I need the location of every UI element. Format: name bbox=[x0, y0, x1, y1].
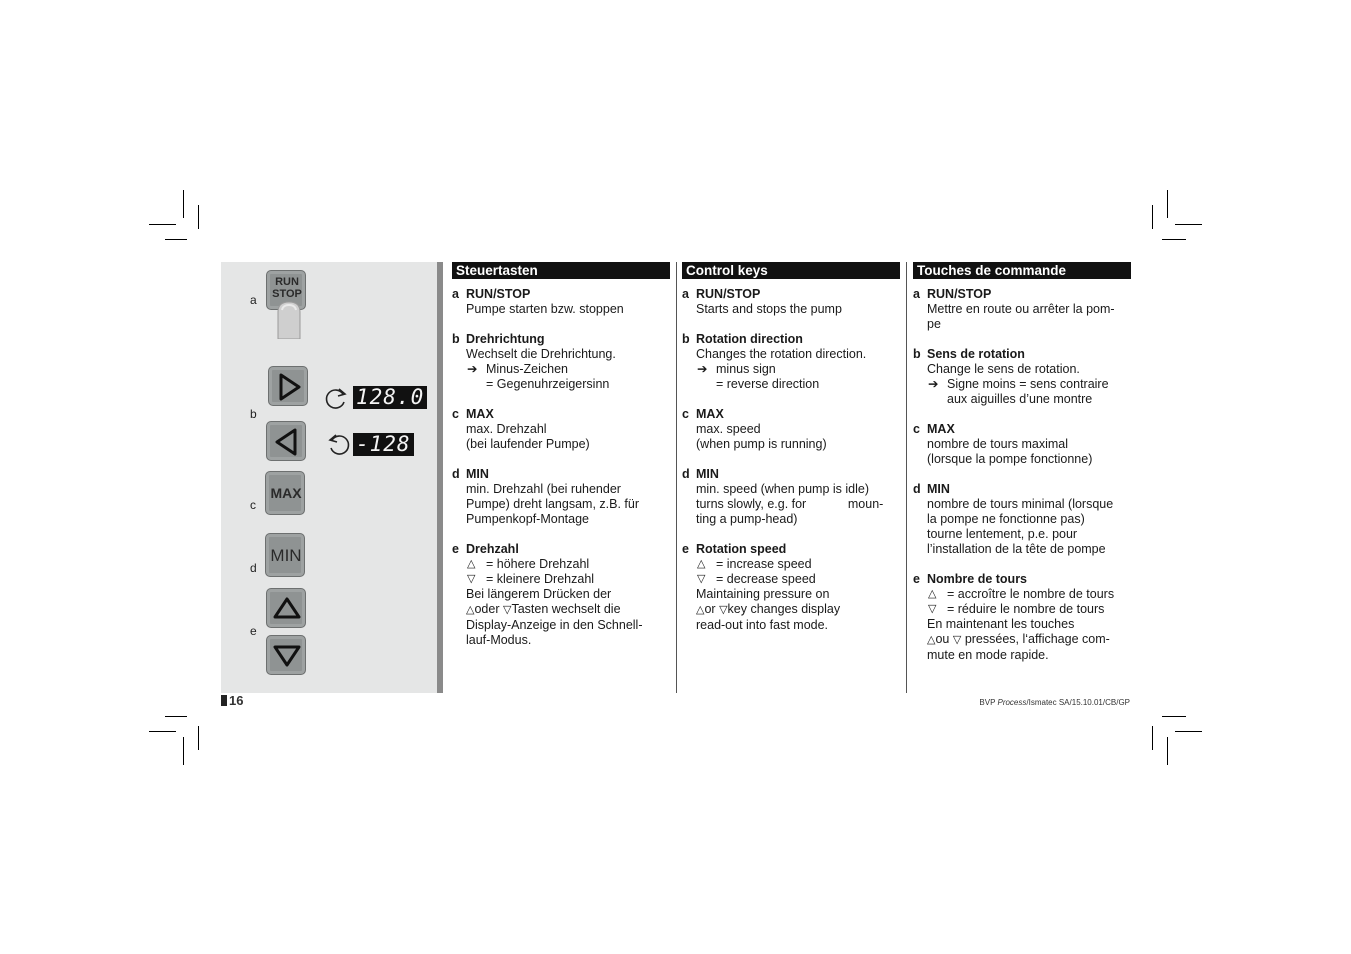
entry-a bbox=[913, 287, 1131, 332]
min-key[interactable] bbox=[265, 533, 305, 577]
play-left-icon bbox=[267, 422, 307, 462]
entry-text: nombre de tours minimal (lorsque bbox=[927, 497, 1114, 511]
triangle-down-icon bbox=[267, 636, 307, 676]
entry-key: a bbox=[452, 287, 459, 301]
run-label: RUN bbox=[275, 276, 299, 288]
entry-text: Pumpe) dreht langsam, z.B. für bbox=[466, 497, 639, 511]
entry-key: e bbox=[913, 572, 920, 586]
entry-key: c bbox=[452, 407, 459, 421]
entry-title: MIN bbox=[466, 467, 489, 481]
entry-text: ting a pump-head) bbox=[696, 512, 798, 526]
triangle-up-icon: △ bbox=[697, 558, 706, 570]
entry-text: la pompe ne fonctionne pas) bbox=[927, 512, 1085, 526]
entry-text: = increase speed bbox=[716, 557, 812, 571]
entry-title: MIN bbox=[927, 482, 950, 496]
entry-text: = kleinere Drehzahl bbox=[486, 572, 595, 586]
entry-text: read-out into fast mode. bbox=[696, 618, 829, 632]
entry-text: Display-Anzeige in den Schnell- bbox=[466, 618, 643, 632]
clockwise-arrow-icon bbox=[323, 386, 351, 415]
entry-text: pe bbox=[927, 317, 941, 331]
entry-text: = réduire le nombre de tours bbox=[947, 602, 1105, 616]
entry-text: Tasten wechselt die bbox=[511, 602, 621, 616]
entry-e bbox=[913, 572, 1131, 663]
entry-text: minus sign bbox=[716, 362, 776, 376]
entry-title: RUN/STOP bbox=[927, 287, 992, 301]
entry-text: Wechselt die Drehrichtung. bbox=[466, 347, 616, 361]
entry-title: Rotation speed bbox=[696, 542, 787, 556]
entry-text: = höhere Drehzahl bbox=[486, 557, 590, 571]
page-number bbox=[221, 693, 243, 708]
entry-d bbox=[913, 482, 1131, 557]
entry-text: = Gegenuhrzeigersinn bbox=[486, 377, 610, 391]
arrow-right-icon: ➔ bbox=[697, 362, 708, 376]
entry-text: aux aiguilles d’une montre bbox=[947, 392, 1093, 406]
figure-label-c: c bbox=[250, 498, 256, 512]
entry-a bbox=[682, 287, 900, 317]
stop-label: STOP bbox=[272, 288, 302, 300]
triangle-up-icon: △ bbox=[467, 558, 476, 570]
panel-divider bbox=[437, 262, 443, 693]
column-german bbox=[452, 262, 670, 648]
entry-text: Change le sens de rotation. bbox=[927, 362, 1080, 376]
page-number-text: 16 bbox=[229, 693, 244, 708]
entry-title: RUN/STOP bbox=[696, 287, 761, 301]
column-french bbox=[913, 262, 1131, 663]
entry-title: Drehrichtung bbox=[466, 332, 545, 346]
triangle-down-icon: ▽ bbox=[719, 604, 728, 616]
direction-left-key[interactable] bbox=[266, 421, 306, 461]
entry-text: turns slowly, e.g. for moun- bbox=[696, 497, 884, 511]
triangle-down-icon: ▽ bbox=[952, 634, 962, 646]
speed-down-key[interactable] bbox=[266, 635, 306, 675]
entry-title: Sens de rotation bbox=[927, 347, 1025, 361]
counterclockwise-arrow-icon bbox=[324, 432, 352, 461]
entry-text: Pumpenkopf-Montage bbox=[466, 512, 589, 526]
footer-text: /Ismatec SA/15.10.01/CB/GP bbox=[1026, 698, 1130, 707]
triangle-up-icon: △ bbox=[928, 588, 937, 600]
entry-text: max. speed bbox=[696, 422, 761, 436]
finger-icon bbox=[276, 300, 302, 339]
entry-text: = reverse direction bbox=[716, 377, 820, 391]
min-label: MIN bbox=[270, 546, 302, 565]
entry-text: oder bbox=[474, 602, 500, 616]
play-right-icon bbox=[269, 367, 309, 407]
entry-text: mute en mode rapide. bbox=[927, 648, 1049, 662]
triangle-down-icon: ▽ bbox=[928, 603, 937, 615]
triangle-down-icon: ▽ bbox=[467, 573, 476, 585]
triangle-down-icon: ▽ bbox=[502, 604, 512, 616]
footer-reference bbox=[979, 698, 1130, 707]
entry-title: Rotation direction bbox=[696, 332, 803, 346]
entry-text: = decrease speed bbox=[716, 572, 816, 586]
column-separator bbox=[906, 262, 907, 693]
entry-key: d bbox=[913, 482, 921, 496]
display-counterclockwise: -128 bbox=[353, 433, 414, 456]
entry-c bbox=[682, 407, 900, 452]
entry-key: a bbox=[913, 287, 920, 301]
entry-e bbox=[452, 542, 670, 648]
entry-text: nombre de tours maximal bbox=[927, 437, 1069, 451]
entry-b bbox=[452, 332, 670, 392]
entry-title: RUN/STOP bbox=[466, 287, 531, 301]
entry-key: d bbox=[682, 467, 690, 481]
entry-text: lauf-Modus. bbox=[466, 633, 532, 647]
entry-text: pressées, l‘affichage com- bbox=[964, 632, 1110, 646]
max-label: MAX bbox=[270, 485, 302, 501]
triangle-up-icon: △ bbox=[927, 634, 936, 646]
max-key[interactable] bbox=[265, 471, 305, 515]
entry-text: Starts and stops the pump bbox=[696, 302, 842, 316]
column-english bbox=[682, 262, 900, 633]
speed-up-key[interactable] bbox=[266, 588, 306, 628]
entry-b bbox=[913, 347, 1131, 407]
entry-key: c bbox=[682, 407, 689, 421]
entry-title: MAX bbox=[927, 422, 955, 436]
direction-right-key[interactable] bbox=[268, 366, 308, 406]
entry-text: Maintaining pressure on bbox=[696, 587, 830, 601]
triangle-up-icon: △ bbox=[696, 604, 705, 616]
arrow-right-icon: ➔ bbox=[928, 377, 939, 391]
entry-e bbox=[682, 542, 900, 633]
footer-text-italic: Process bbox=[997, 698, 1027, 707]
column-heading: Steuertasten bbox=[452, 262, 670, 279]
column-heading: Control keys bbox=[682, 262, 900, 279]
entry-title: Nombre de tours bbox=[927, 572, 1028, 586]
entry-c bbox=[913, 422, 1131, 467]
entry-text: l’installation de la tête de pompe bbox=[927, 542, 1106, 556]
figure-label-a: a bbox=[250, 293, 257, 307]
triangle-up-icon: △ bbox=[466, 604, 475, 616]
entry-key: b bbox=[452, 332, 460, 346]
display-clockwise: 128.0 bbox=[353, 386, 427, 409]
entry-title: MIN bbox=[696, 467, 719, 481]
entry-text: Signe moins = sens contraire bbox=[947, 377, 1109, 391]
entry-key: c bbox=[913, 422, 920, 436]
entry-text: (lorsque la pompe fonctionne) bbox=[927, 452, 1093, 466]
entry-text: or bbox=[704, 602, 716, 616]
entry-title: MAX bbox=[466, 407, 494, 421]
column-separator bbox=[676, 262, 677, 693]
entry-text: key changes display bbox=[727, 602, 841, 616]
entry-c bbox=[452, 407, 670, 452]
figure-label-b: b bbox=[250, 407, 257, 421]
entry-text: (when pump is running) bbox=[696, 437, 827, 451]
entry-b bbox=[682, 332, 900, 392]
entry-text: Minus-Zeichen bbox=[486, 362, 568, 376]
column-heading: Touches de commande bbox=[913, 262, 1131, 279]
figure-label-e: e bbox=[250, 624, 257, 638]
arrow-right-icon: ➔ bbox=[467, 362, 478, 376]
entry-d bbox=[682, 467, 900, 527]
entry-key: d bbox=[452, 467, 460, 481]
footer-text: BVP bbox=[979, 698, 998, 707]
triangle-down-icon: ▽ bbox=[697, 573, 706, 585]
triangle-up-icon bbox=[267, 589, 307, 629]
entry-key: e bbox=[682, 542, 689, 556]
entry-text: En maintenant les touches bbox=[927, 617, 1075, 631]
entry-title: Drehzahl bbox=[466, 542, 519, 556]
entry-text: max. Drehzahl bbox=[466, 422, 547, 436]
entry-text: ou bbox=[935, 632, 950, 646]
entry-text: min. Drehzahl (bei ruhender bbox=[466, 482, 621, 496]
figure-label-d: d bbox=[250, 561, 257, 575]
entry-text: Pumpe starten bzw. stoppen bbox=[466, 302, 624, 316]
entry-text: min. speed (when pump is idle) bbox=[696, 482, 869, 496]
entry-key: b bbox=[913, 347, 921, 361]
entry-a bbox=[452, 287, 670, 317]
entry-key: e bbox=[452, 542, 459, 556]
entry-key: b bbox=[682, 332, 690, 346]
entry-text: Mettre en route ou arrêter la pom- bbox=[927, 302, 1115, 316]
entry-text: tourne lentement, p.e. pour bbox=[927, 527, 1078, 541]
entry-d bbox=[452, 467, 670, 527]
entry-text: Bei längerem Drücken der bbox=[466, 587, 612, 601]
entry-text: = accroître le nombre de tours bbox=[947, 587, 1115, 601]
entry-key: a bbox=[682, 287, 689, 301]
entry-text: (bei laufender Pumpe) bbox=[466, 437, 590, 451]
entry-title: MAX bbox=[696, 407, 724, 421]
entry-text: Changes the rotation direction. bbox=[696, 347, 867, 361]
